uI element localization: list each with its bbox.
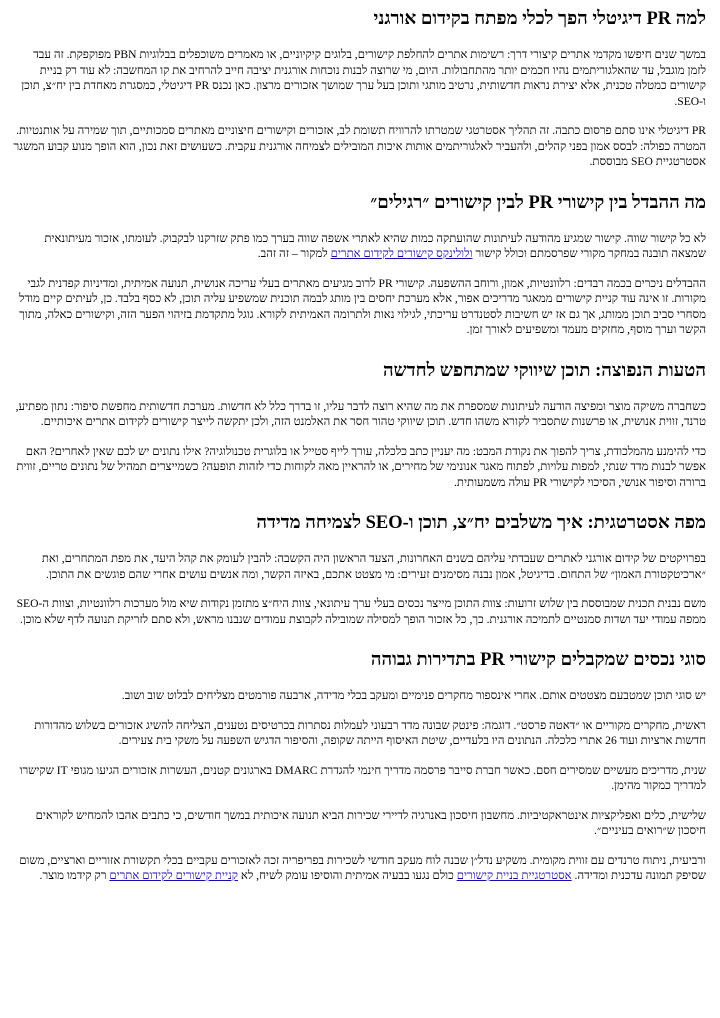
paragraph-text: לא כל קישור שווה. קישור שמגיע מהודעה לעיתונות שהועתקה כמות שהיא לאתרי אשפה שווה בערך כמו פתק שזרקנו לבקבוק. לעומתו, אזכור מעיתונאית שמצאה תובנה במחקר מקורי שפרסמתם וכולל קישור (44, 231, 706, 260)
paragraph-text-mid: כולם נגעו בבעיה אמיתית והוסיפו עומק לשיח, לא (240, 869, 454, 882)
paragraph: יש סוגי תוכן שמטבעם מצטטים אותם. אחרי אינספור מחקרים פנימיים ומעקב בכלי מדידה, ארבעה פורמטים מצליחים לבלוט שוב ושוב. (121, 689, 706, 702)
paragraph: במשך שנים חיפשו מקדמי אתרים קיצורי דרך: רשימות אתרים להחלפת קישורים, בלוגים קיקיוניים, או מאמרים משוכפלים בבלוגיות PBN מפוקפקת. זה עבד לזמן מוגבל, עד שהאלגוריתמים נהיו חכמים יותר מהתחבולות. היום, מי שרוצה לבנות נוכחות אורגנית יציבה חייב להרחיב את קו המחשבה: לא עוד רק בניית קישורים כמטלה טכנית, אלא יצירת נראות חדשותית, נרטיב מותגי ותוכן בעל ערך שמושך אזכורים מרצון. כאן נכנס PR דיגיטלי, כמסגרת מאחדת בין יח״צ, תוכן ו-SEO. (21, 48, 706, 108)
section-heading-strategic-map: מפה אסטרטגית: איך משלבים יח״צ, תוכן ו-SEO לצמיחה מדידה (256, 513, 706, 533)
paragraph-with-link (12, 231, 706, 262)
paragraph: משם נבנית תכנית שמבוססת בין שלוש זרועות: צוות התוכן מייצר נכסים בעלי ערך עיתונאי, צוות היח״צ מתזמן נקודות שיא מול מערכות רלוונטיות, וצוות ה-SEO ממפה עמודי יעד ושדות סמנטיים לתמיכה אורגנית. כך, כל אזכור הופך למסילה שמובילה לקבוצת עמודים שנבנו מראש, ולא סתם לזריקת תנועה לדף שלא מוכן. (16, 597, 706, 626)
paragraph-with-links (12, 853, 706, 884)
link-buy-links[interactable]: קניית קישורים לקידום אתרים (109, 869, 238, 882)
paragraph-text-suffix: למקור – זה זהב. (257, 247, 328, 260)
paragraph: כדי להימנע מהמלכודת, צריך להפוך את נקודת המבט: מה יעניין כתב כלכלה, עורך לייף סטייל או בלוגרית טכנולוגיה? אילו נתונים יש לכם שאין לאחרים? האם אפשר לבנות מדד שנתי, למפות עלויות, לפתוח מאגר אנונימי של מחירים, או להראיין מאה לקוחות כדי לזהות תופעה? כשמייצרים תמהיל של נתונים טריים, זווית ברורה וסיפור אנושי, הסיכוי לקישורי PR עולה משמעותית. (16, 444, 706, 489)
paragraph-text-tail: רק קידמו מוצר. (39, 869, 107, 882)
section-heading-pr-vs-regular-links: מה ההבדל בין קישורי PR לבין קישורים ״רגילים״ (370, 192, 706, 213)
paragraph: כשחברה משיקה מוצר ומפיצה הודעה לעיתונות שמספרת את מה שהיא רוצה לדבר עליו, זו בדרך כלל לא חדשות. מערכת חדשותית מחפשת סיפור: נתון מפתיע, טרנד, זווית אנושית, או פרשנות שתסביר לקורא משהו חדש. תוכן שיווקי טהור חסר את האלמנט הזה, ולכן יתקשה לייצר קישורים לקידום אתרים איכותיים. (15, 399, 706, 428)
paragraph-text: ורביעית, ניתוח טרנדים עם זווית מקומית. משקיע נדל״ן שבנה לוח מעקב חודשי לשכירות בפריפריה זכה לאזכורים עקביים בכלי תקשורת אזוריים וארציים, משום שסיפק תמונה עדכנית ומדידה. (19, 853, 706, 882)
link-link-building-strategy[interactable]: אסטרטגיית בניית קישורים (456, 869, 572, 882)
section-heading-why-pr: למה PR דיגיטלי הפך לכלי מפתח בקידום אורגני (373, 9, 706, 29)
paragraph: שלישית, כלים ואפליקציות אינטראקטיביות. מחשבון חיסכון באנרגיה לדיירי שכירות הביא תנועה איכותית במשך חודשים, כי כתבים אהבו להמחיש לקוראים חיסכון ש״רואים בעיניים״. (35, 808, 706, 837)
section-heading-asset-types: סוגי נכסים שמקבלים קישורי PR בתדירות גבוהה (370, 650, 706, 670)
paragraph: PR דיגיטלי אינו סתם פרסום כתבה. זה תהליך אסטרטגי שמטרתו להרוויח תשומת לב, אזכורים וקישורים חיצוניים מאתרים סמכותיים, תוך שמירה על אותנטיות. המטרה כפולה: לבסס אמון בפני קהלים, ולהעביר לאלגוריתמים אותות איכות המובילים לצמיחה אורגנית עקבית. כשעושים זאת נכון, הוא הופך מנוע קבוע המשגר אסטרטגיית SEO מבוססת. (13, 124, 706, 168)
link-linkx-links[interactable]: ולולינקס קישורים לקידום אתרים (330, 247, 473, 260)
paragraph: ההבדלים ניכרים בכמה רבדים: רלוונטיות, אמון, ורוחב ההשפעה. קישורי PR לרוב מגיעים מאתרים בעלי עריכה אנושית, תנועה אמיתית, ומדיניות קפדנית לגבי מקורות. זו אינה עוד קניית קישורים ממאגר מדריכים אפור, אלא מערכת יחסים בין מותג לבמה תוכנית שמשפיע עליה תוכן, לא כסף בלבד. כן, לעיתים קיים מודל מסחרי סביב תוכן ממותג, אך גם אז יש חשיבות לסטנדרט עריכתי, לגילוי נאות ולתרומה האמיתית לקורא. גוגל מתקדמת בזיהוי הפער הזה, וקישורים כאלה, מתוך הקשר וערך מוסף, מחזקים מעמד ומשפיעים לאורך זמן. (19, 276, 706, 336)
section-heading-common-mistake: הטעות הנפוצה: תוכן שיווקי שמתחפש לחדשה (382, 360, 706, 381)
paragraph: ראשית, מחקרים מקוריים או ״דאטה פרסט״. דוגמה: פינטק שבונה מדד רבעוני לעמלות נסתרות בכרטיסים נטענים, הצליחה להשיג אזכורים בשלוש מהדורות חדשות ארציות ועוד 26 אתרי כלכלה. הנתונים היו בלעדיים, שיטת האיסוף הייתה שקופה, והסיפור הדגיש השפעה על משקי בית צעירים. (34, 718, 706, 747)
paragraph: בפרויקטים של קידום אורגני לאתרים שעבדתי עליהם בשנים האחרונות, הצעד הראשון היה הקשבה: להבין לעומק את קהל היעד, את מפת המתחרים, ואת ״ארכיטקטורת האמון״ של התחום. בדיגיטל, אמון נבנה מסימנים זעירים: מי מצטט אתכם, באיזה הקשר, ומה אנשים עושים אחרי שהם פוגשים את התוכן. (41, 552, 706, 581)
paragraph: שנית, מדריכים מעשיים שמסירים חסם. כאשר חברת סייבר פרסמה מדריך חינמי להגדרת DMARC בארגונים קטנים, העשרות אזכורים הגיעו מגופי IT שקישרו למדריך כמקור מהימן. (19, 763, 706, 792)
